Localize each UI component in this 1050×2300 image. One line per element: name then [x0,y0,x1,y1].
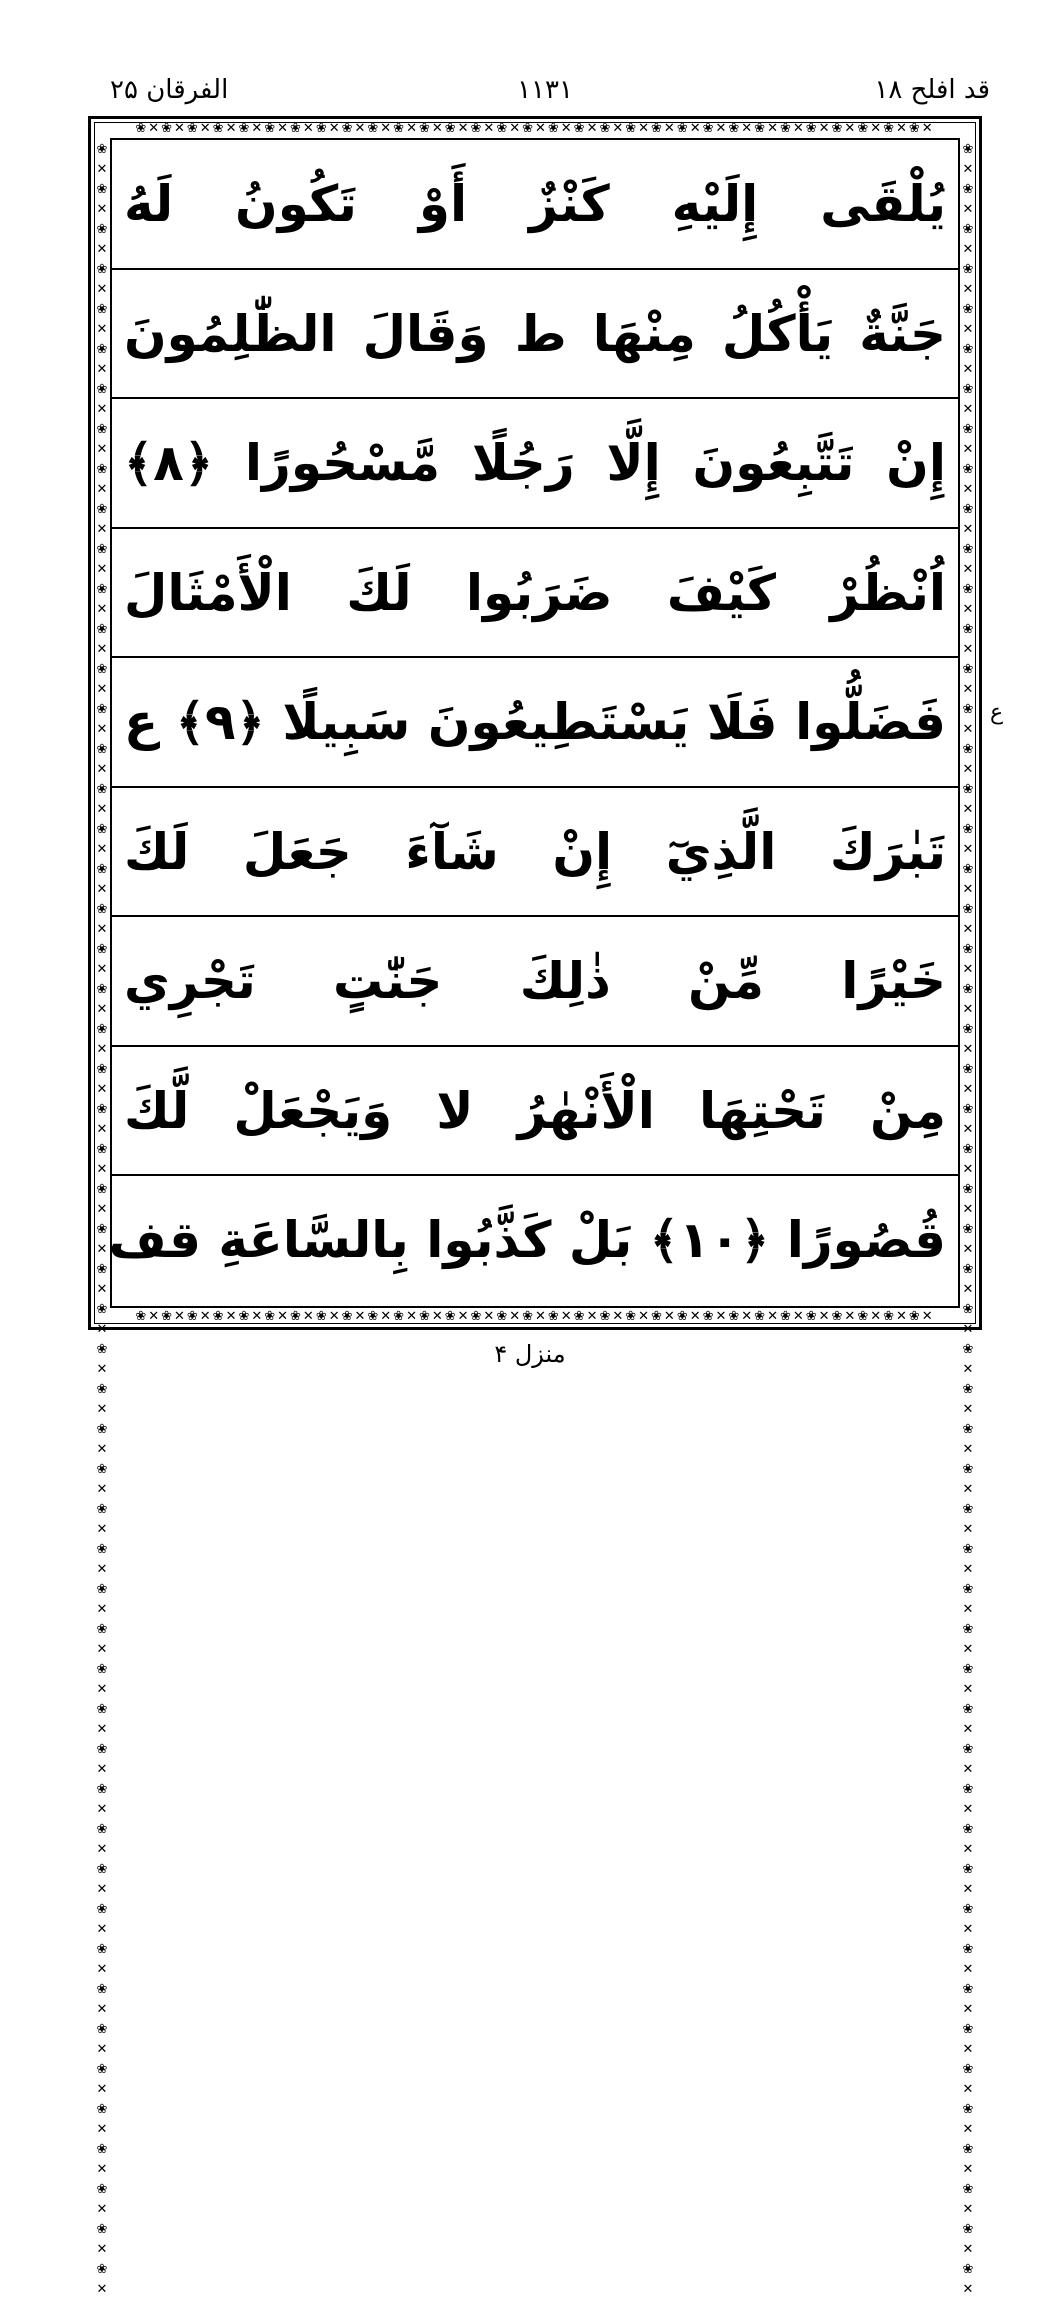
text-line-6: تَبٰرَكَ الَّذِيٓ إِنْ شَآءَ جَعَلَ لَكَ [112,788,958,918]
page-header [0,70,1050,114]
ornament-right: ❀✕❀✕❀✕❀✕❀✕❀✕❀✕❀✕❀✕❀✕❀✕❀✕❀✕❀✕❀✕❀✕❀✕❀✕❀✕❀✕❀✕❀✕❀✕❀✕❀✕❀✕❀✕❀✕❀✕❀✕❀✕❀✕❀✕❀✕❀✕❀✕❀✕❀✕❀✕❀✕❀✕❀✕❀✕❀✕❀✕❀✕❀✕❀✕❀✕❀✕❀✕❀✕❀✕❀✕ [962,142,974,2297]
text-body [108,140,958,1306]
text-line-8: مِنْ تَحْتِهَا الْأَنْهٰرُ لا وَيَجْعَلْ لَّكَ [112,1047,958,1177]
text-line-9: قُصُورًا ﴿١٠﴾ بَلْ كَذَّبُوا بِالسَّاعَةِ قف [108,1211,946,1269]
ornament-left: ❀✕❀✕❀✕❀✕❀✕❀✕❀✕❀✕❀✕❀✕❀✕❀✕❀✕❀✕❀✕❀✕❀✕❀✕❀✕❀✕❀✕❀✕❀✕❀✕❀✕❀✕❀✕❀✕❀✕❀✕❀✕❀✕❀✕❀✕❀✕❀✕❀✕❀✕❀✕❀✕❀✕❀✕❀✕❀✕❀✕❀✕❀✕❀✕❀✕❀✕❀✕❀✕❀✕❀✕ [96,142,108,2297]
surah-name: الفرقان ۲۵ [110,75,229,105]
page-number: ۱۱۳۱ [517,75,573,105]
ornament-bottom: ❀✕❀✕❀✕❀✕❀✕❀✕❀✕❀✕❀✕❀✕❀✕❀✕❀✕❀✕❀✕❀✕❀✕❀✕❀✕❀✕❀✕❀✕❀✕❀✕❀✕❀✕❀✕❀✕❀✕❀✕❀✕ [135,1309,935,1324]
text-line-1: يُلْقَى إِلَيْهِ كَنْزٌ أَوْ تَكُونُ لَهُ [112,140,958,270]
ruku-margin-mark: ع [990,700,1004,725]
text-line-2: جَنَّةٌ يَأْكُلُ مِنْهَا ط وَقَالَ الظّٰلِمُونَ [112,270,958,400]
ornament-top: ❀✕❀✕❀✕❀✕❀✕❀✕❀✕❀✕❀✕❀✕❀✕❀✕❀✕❀✕❀✕❀✕❀✕❀✕❀✕❀✕❀✕❀✕❀✕❀✕❀✕❀✕❀✕❀✕❀✕❀✕❀✕ [135,121,935,136]
text-line-4: اُنْظُرْ كَيْفَ ضَرَبُوا لَكَ الْأَمْثَالَ [112,529,958,659]
manzil-footer: منزل ۴ [494,1340,566,1368]
text-line-5: فَضَلُّوا فَلَا يَسْتَطِيعُونَ سَبِيلًا ﴿٩﴾ ع [112,658,958,788]
text-line-3: إِنْ تَتَّبِعُونَ إِلَّا رَجُلًا مَّسْحُورًا ﴿٨﴾ [112,399,958,529]
juz-name: قد افلح ۱۸ [874,75,990,105]
text-line-7: خَيْرًا مِّنْ ذٰلِكَ جَنّٰتٍ تَجْرِي [112,917,958,1047]
